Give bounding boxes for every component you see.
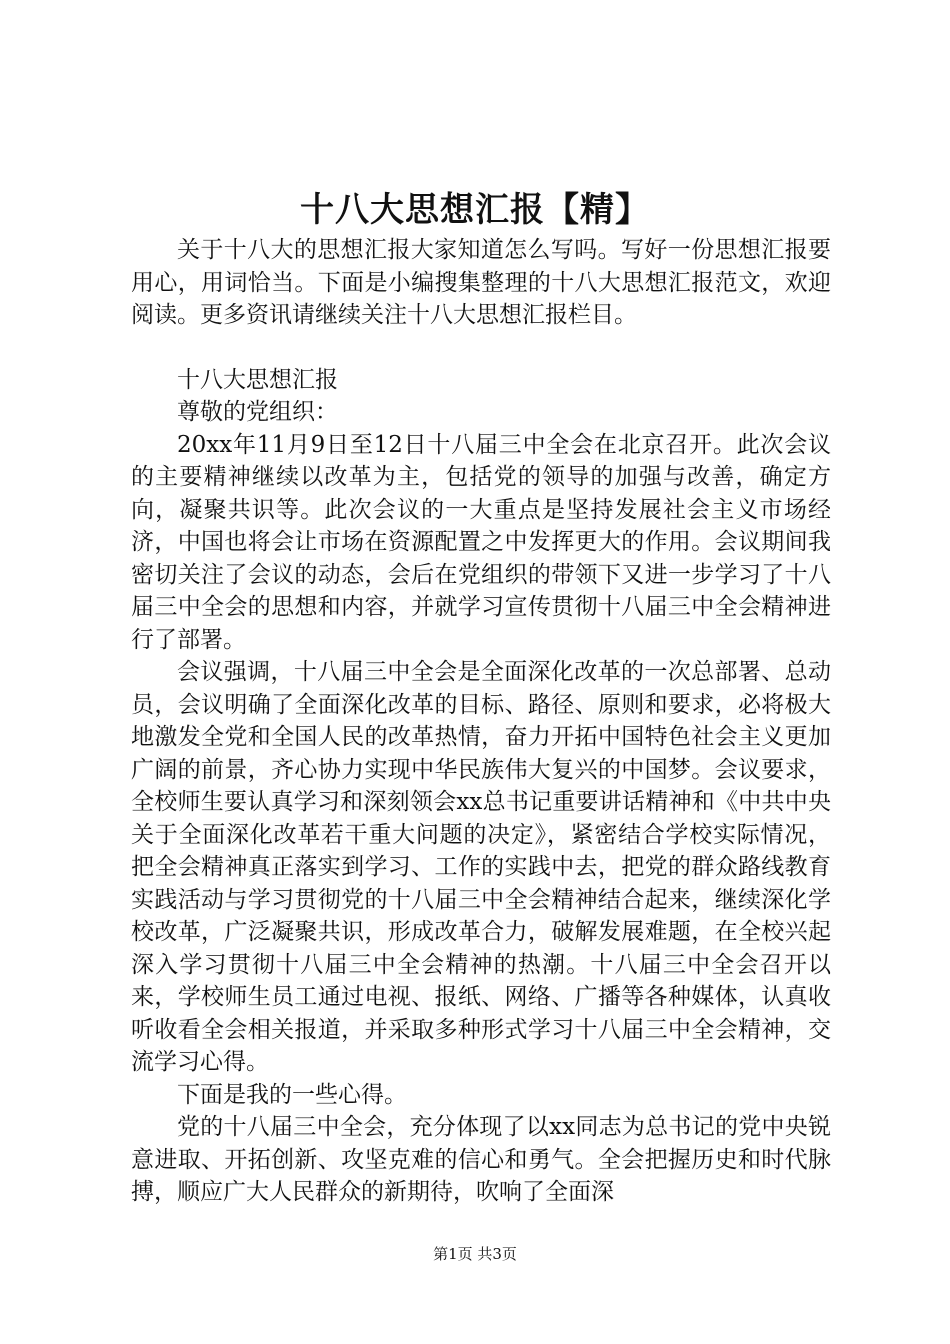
- paragraph-spacer: [131, 332, 831, 364]
- document-title: 十八大思想汇报【精】: [300, 190, 650, 230]
- body-paragraph-4: 党的十八届三中全会，充分体现了以xx同志为总书记的党中央锐意进取、开拓创新、攻坚克难的信心和勇气。全会把握历史和时代脉搏，顺应广大人民群众的新期待，吹响了全面深: [131, 1114, 831, 1205]
- page-footer: 第1页 共3页: [433, 1245, 517, 1263]
- document-body: [131, 234, 831, 1209]
- salutation: 尊敬的党组织：: [177, 399, 338, 425]
- intro-paragraph: 关于十八大的思想汇报大家知道怎么写吗。写好一份思想汇报要用心，用词恰当。下面是小编搜集整理的十八大思想汇报范文，欢迎阅读。更多资讯请继续关注十八大思想汇报栏目。: [131, 237, 831, 328]
- body-paragraph-1: 20xx年11月9日至12日十八届三中全会在北京召开。此次会议的主要精神继续以改革为主，包括党的领导的加强与改善，确定方向，凝聚共识等。此次会议的一大重点是坚持发展社会主义市场经济，中国也将会让市场在资源配置之中发挥更大的作用。会议期间我密切关注了会议的动态，会后在党组织的带领下又进一步学习了十八届三中全会的思想和内容，并就学习宣传贯彻十八届三中全会精神进行了部署。: [131, 431, 831, 653]
- section-heading: 十八大思想汇报: [177, 366, 338, 393]
- body-paragraph-3: 下面是我的一些心得。: [177, 1081, 407, 1108]
- body-paragraph-2: 会议强调，十八届三中全会是全面深化改革的一次总部署、总动员，会议明确了全面深化改革的目标、路径、原则和要求，必将极大地激发全党和全国人民的改革热情，奋力开拓中国特色社会主义更加广阔的前景，齐心协力实现中华民族伟大复兴的中国梦。会议要求，全校师生要认真学习和深刻领会xx总书记重要讲话精神和《中共中央关于全面深化改革若干重大问题的决定》，紧密结合学校实际情况，把全会精神真正落实到学习、工作的实践中去，把党的群众路线教育实践活动与学习贯彻党的十八届三中全会精神结合起来，继续深化学校改革，广泛凝聚共识，形成改革合力，破解发展难题，在全校兴起深入学习贯彻十八届三中全会精神的热潮。十八届三中全会召开以来，学校师生员工通过电视、报纸、网络、广播等各种媒体，认真收听收看全会相关报道，并采取多种形式学习十八届三中全会精神，交流学习心得。: [131, 659, 831, 1075]
